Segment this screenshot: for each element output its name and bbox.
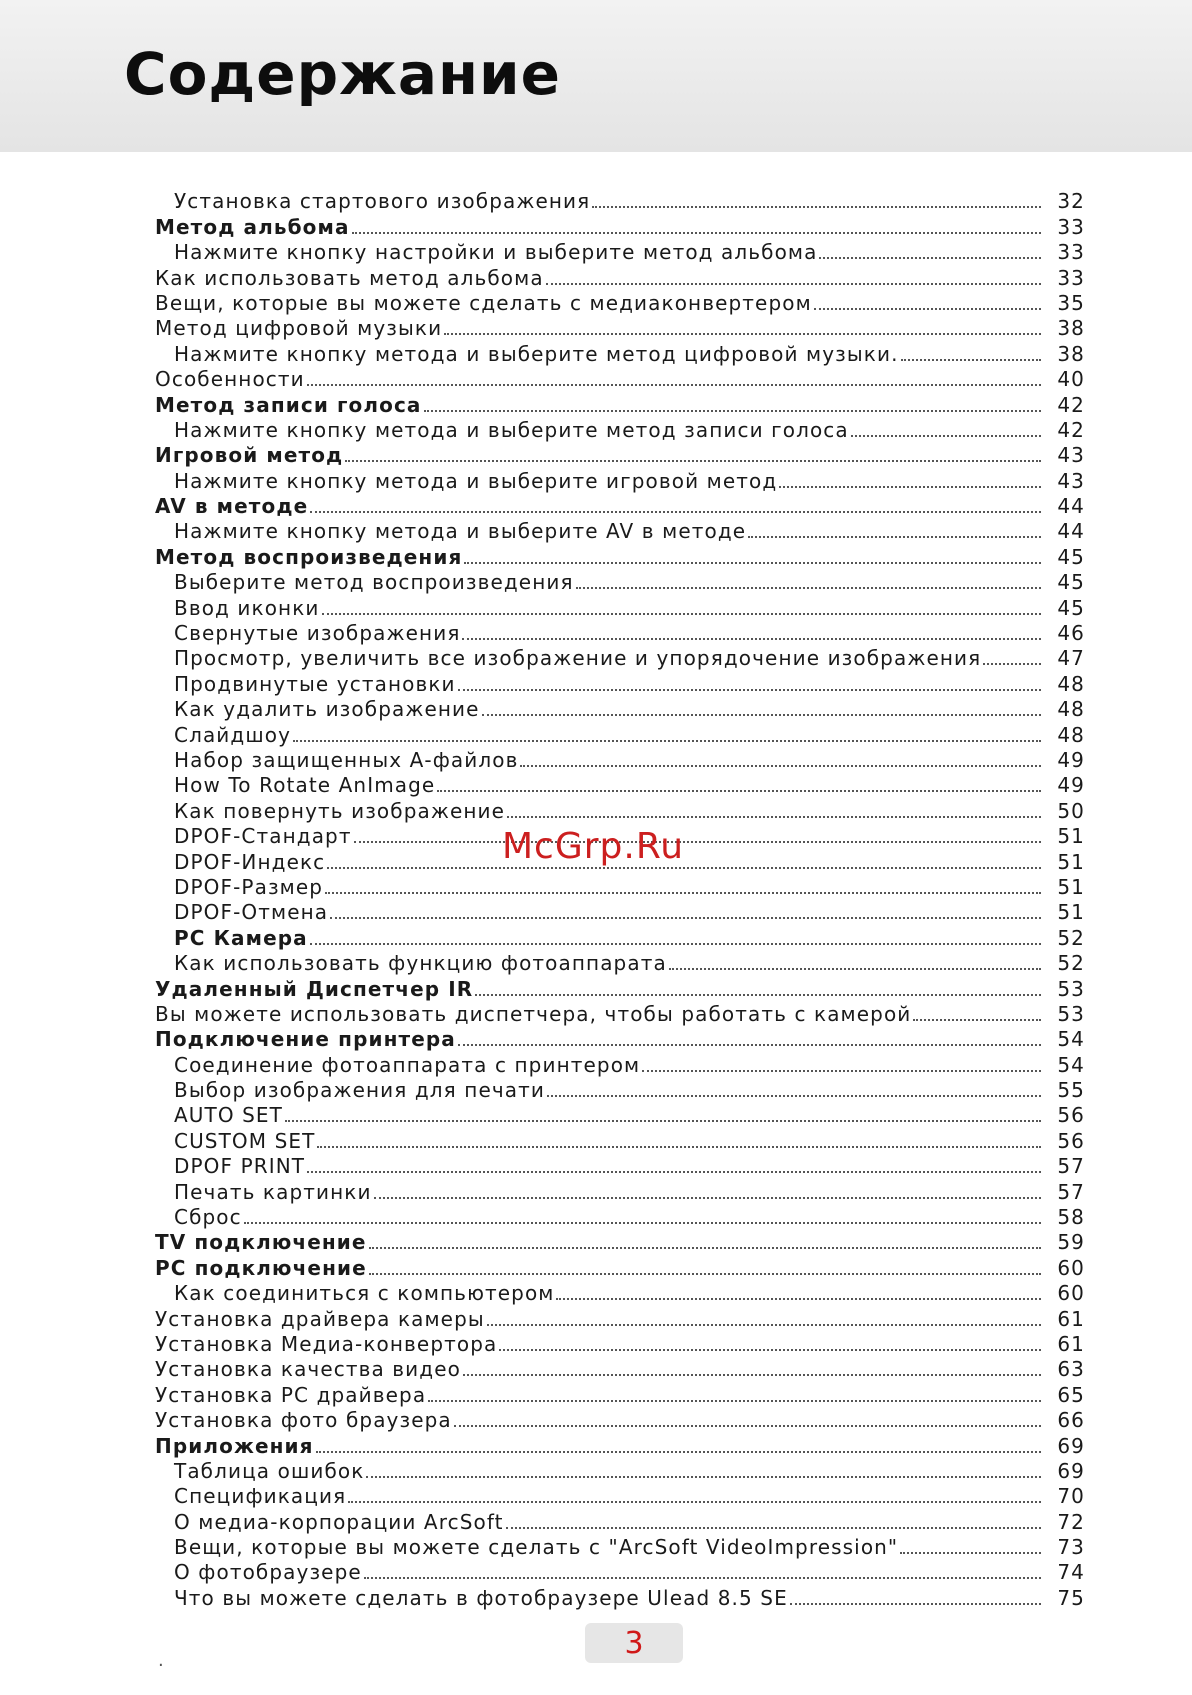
toc-entry-page: 45 [1057, 595, 1085, 620]
toc-entry-page: 72 [1057, 1509, 1085, 1534]
toc-entry[interactable] [155, 188, 1085, 213]
toc-entry-title: Метод альбома [155, 214, 350, 239]
dot-leader [475, 994, 1041, 996]
toc-entry-title: Набор защищенных А-файлов [174, 747, 519, 772]
toc-entry-page: 58 [1057, 1205, 1085, 1230]
toc-entry-title: Как использовать метод альбома [155, 265, 544, 290]
dot-leader [900, 1552, 1041, 1554]
dot-leader [345, 460, 1041, 462]
toc-entry[interactable] [155, 1534, 1085, 1559]
toc-entry-page: 63 [1057, 1357, 1085, 1382]
toc-entry-title: TV подключение [155, 1230, 367, 1255]
toc-entry-page: 44 [1057, 519, 1085, 544]
toc-entry-page: 52 [1057, 925, 1085, 950]
dot-leader [364, 1577, 1041, 1579]
dot-leader [546, 283, 1041, 285]
toc-entry-page: 65 [1057, 1382, 1085, 1407]
dot-leader [576, 587, 1041, 589]
toc-entry-page: 57 [1057, 1179, 1085, 1204]
toc-entry-page: 45 [1057, 570, 1085, 595]
toc-entry-title: DPOF-Индекс [174, 849, 326, 874]
toc-entry[interactable] [155, 543, 1085, 568]
toc-entry-page: 33 [1057, 265, 1085, 290]
toc-entry-page: 52 [1057, 951, 1085, 976]
toc-entry[interactable] [155, 1356, 1085, 1381]
toc-entry-page: 46 [1057, 621, 1085, 646]
toc-entry-title: О медиа-корпорации ArcSoft [174, 1509, 504, 1534]
toc-entry[interactable] [155, 340, 1085, 365]
toc-entry[interactable] [155, 1178, 1085, 1203]
toc-entry-title: Как удалить изображение [174, 697, 480, 722]
toc-entry-page: 70 [1057, 1484, 1085, 1509]
toc-entry[interactable] [155, 442, 1085, 467]
dot-leader [482, 714, 1041, 716]
toc-entry-page: 66 [1057, 1408, 1085, 1433]
toc-entry-title: Нажмите кнопку метода и выберите AV в методе [174, 519, 747, 544]
toc-entry-title: Удаленный Диспетчер IR [155, 976, 474, 1001]
toc-entry-page: 55 [1057, 1078, 1085, 1103]
toc-entry-title: Как использовать функцию фотоаппарата [174, 951, 667, 976]
toc-entry-title: Нажмите кнопку метода и выберите метод записи голоса [174, 417, 849, 442]
toc-entry-page: 32 [1057, 189, 1085, 214]
dot-leader [669, 968, 1041, 970]
dot-leader [437, 790, 1041, 792]
dot-leader [352, 232, 1041, 234]
dot-leader [348, 1501, 1041, 1503]
toc-entry[interactable] [155, 264, 1085, 289]
toc-entry[interactable] [155, 899, 1085, 924]
toc-entry[interactable] [155, 772, 1085, 797]
toc-entry-title: Что вы можете сделать в фотобраузере Ulead 8.5 SE [174, 1585, 788, 1610]
dot-leader [463, 1374, 1041, 1376]
toc-entry-page: 38 [1057, 341, 1085, 366]
dot-leader [520, 765, 1041, 767]
toc-entry-title: Вещи, которые вы можете сделать с "ArcSoft VideoImpression" [174, 1535, 899, 1560]
toc-entry-page: 45 [1057, 544, 1085, 569]
toc-entry-page: 48 [1057, 697, 1085, 722]
toc-entry-page: 38 [1057, 316, 1085, 341]
toc-entry-title: Выберите метод воспроизведения [174, 570, 574, 595]
toc-entry-page: 49 [1057, 747, 1085, 772]
toc-entry[interactable] [155, 1001, 1085, 1026]
dot-leader [462, 638, 1041, 640]
toc-entry-title: Игровой метод [155, 443, 344, 468]
toc-entry[interactable] [155, 213, 1085, 238]
dot-leader [913, 1019, 1041, 1021]
dot-leader [244, 1222, 1041, 1224]
toc-entry[interactable] [155, 1508, 1085, 1533]
toc-entry[interactable] [155, 950, 1085, 975]
toc-entry-page: 61 [1057, 1331, 1085, 1356]
toc-entry-title: Установка Медиа-конвертора [155, 1331, 498, 1356]
toc-entry-page: 56 [1057, 1128, 1085, 1153]
toc-entry[interactable] [155, 569, 1085, 594]
toc-entry[interactable] [155, 391, 1085, 416]
dot-leader [819, 257, 1041, 259]
toc-entry-page: 69 [1057, 1458, 1085, 1483]
toc-entry[interactable] [155, 417, 1085, 442]
toc-entry[interactable] [155, 1077, 1085, 1102]
toc-entry-title: Выбор изображения для печати [174, 1078, 545, 1103]
dot-leader [592, 206, 1041, 208]
toc-entry-title: Как соединиться с компьютером [174, 1281, 555, 1306]
toc-entry-title: Нажмите кнопку метода и выберите метод цифровой музыки. [174, 341, 899, 366]
toc-entry-page: 54 [1057, 1052, 1085, 1077]
toc-entry-title: Вещи, которые вы можете сделать с медиаконвертером [155, 290, 812, 315]
toc-entry[interactable] [155, 1305, 1085, 1330]
dot-leader [316, 1451, 1041, 1453]
toc-entry-title: Вы можете использовать диспетчера, чтобы работать с камерой [155, 1001, 912, 1026]
toc-entry[interactable] [155, 1026, 1085, 1051]
toc-entry[interactable] [155, 670, 1085, 695]
dot-leader [487, 1324, 1041, 1326]
toc-entry-title: Печать картинки [174, 1179, 372, 1204]
toc-entry-page: 47 [1057, 646, 1085, 671]
toc-entry[interactable] [155, 721, 1085, 746]
page-title: Содержание [124, 40, 562, 108]
toc-entry-page: 42 [1057, 392, 1085, 417]
dot-leader [354, 841, 1041, 843]
toc-entry-page: 53 [1057, 1001, 1085, 1026]
toc-entry-title: DPOF-Отмена [174, 900, 329, 925]
dot-leader [325, 892, 1041, 894]
toc-entry-title: Спецификация [174, 1484, 347, 1509]
toc-entry-page: 69 [1057, 1433, 1085, 1458]
watermark: McGrp.Ru [502, 826, 685, 867]
toc-entry-title: Сброс [174, 1205, 242, 1230]
table-of-contents [155, 188, 1085, 1610]
dot-leader [330, 917, 1041, 919]
toc-entry-page: 44 [1057, 494, 1085, 519]
toc-entry-title: AV в методе [155, 494, 309, 519]
toc-entry-title: Слайдшоу [174, 722, 292, 747]
toc-entry[interactable] [155, 975, 1085, 1000]
toc-entry-title: How To Rotate AnImage [174, 773, 436, 798]
toc-entry-page: 33 [1057, 240, 1085, 265]
toc-entry[interactable] [155, 1331, 1085, 1356]
toc-entry[interactable] [155, 493, 1085, 518]
toc-entry-page: 74 [1057, 1560, 1085, 1585]
dot-leader [327, 867, 1041, 869]
toc-entry-title: Таблица ошибок [174, 1458, 365, 1483]
toc-entry[interactable] [155, 1127, 1085, 1152]
toc-entry-title: Установка фото браузера [155, 1408, 452, 1433]
toc-entry-title: Установка драйвера камеры [155, 1306, 485, 1331]
page-number-badge [585, 1623, 683, 1663]
toc-entry[interactable] [155, 1229, 1085, 1254]
dot-leader [464, 562, 1041, 564]
toc-entry-title: Установка качества видео [155, 1357, 461, 1382]
dot-leader [310, 511, 1041, 513]
dot-leader [458, 689, 1041, 691]
dot-leader [454, 1425, 1041, 1427]
toc-entry-title: Нажмите кнопку метода и выберите игровой метод [174, 468, 778, 493]
toc-entry-page: 54 [1057, 1027, 1085, 1052]
dot-leader [317, 1146, 1041, 1148]
toc-entry-title: AUTO SET [174, 1103, 283, 1128]
dot-leader [851, 435, 1041, 437]
toc-entry-title: PC Камера [174, 925, 308, 950]
toc-entry-page: 60 [1057, 1255, 1085, 1280]
dot-leader [506, 1527, 1041, 1529]
toc-entry-page: 43 [1057, 443, 1085, 468]
toc-entry-page: 42 [1057, 417, 1085, 442]
toc-entry-title: Подключение принтера [155, 1027, 456, 1052]
toc-entry-page: 51 [1057, 874, 1085, 899]
toc-entry[interactable] [155, 1153, 1085, 1178]
dot-leader [983, 663, 1041, 665]
toc-entry-page: 48 [1057, 722, 1085, 747]
toc-entry-page: 51 [1057, 824, 1085, 849]
toc-entry[interactable] [155, 797, 1085, 822]
dot-leader [369, 1273, 1041, 1275]
dot-leader [369, 1247, 1041, 1249]
toc-entry-page: 49 [1057, 773, 1085, 798]
toc-entry-title: Как повернуть изображение [174, 798, 506, 823]
toc-entry-title: Свернутые изображения [174, 621, 461, 646]
dot-leader [507, 816, 1041, 818]
toc-entry-title: CUSTOM SET [174, 1128, 316, 1153]
toc-entry-title: Приложения [155, 1433, 314, 1458]
toc-entry-title: DPOF-Размер [174, 874, 324, 899]
toc-entry-title: Метод записи голоса [155, 392, 422, 417]
toc-entry-page: 43 [1057, 468, 1085, 493]
toc-entry-title: Просмотр, увеличить все изображение и упорядочение изображения [174, 646, 982, 671]
toc-entry-title: Установка стартового изображения [174, 189, 591, 214]
toc-entry[interactable] [155, 1407, 1085, 1432]
dot-leader [547, 1095, 1041, 1097]
toc-entry[interactable] [155, 467, 1085, 492]
dot-leader [642, 1070, 1041, 1072]
dot-leader [428, 1400, 1041, 1402]
toc-entry-page: 75 [1057, 1585, 1085, 1610]
toc-entry[interactable] [155, 645, 1085, 670]
toc-entry[interactable] [155, 924, 1085, 949]
dot-leader [366, 1476, 1041, 1478]
toc-entry-title: Метод цифровой музыки [155, 316, 443, 341]
toc-entry-page: 40 [1057, 367, 1085, 392]
toc-entry-page: 35 [1057, 290, 1085, 315]
dot-leader [424, 410, 1041, 412]
dot-leader [790, 1603, 1041, 1605]
toc-entry[interactable] [155, 366, 1085, 391]
dot-leader [322, 613, 1042, 615]
toc-entry-title: DPOF-Стандарт [174, 824, 352, 849]
toc-entry-page: 59 [1057, 1230, 1085, 1255]
toc-entry-page: 56 [1057, 1103, 1085, 1128]
toc-entry[interactable] [155, 1280, 1085, 1305]
dot-leader [779, 486, 1041, 488]
toc-entry-title: Установка PC драйвера [155, 1382, 427, 1407]
dot-leader [901, 359, 1041, 361]
toc-entry[interactable] [155, 594, 1085, 619]
toc-entry[interactable] [155, 1381, 1085, 1406]
toc-entry-page: 73 [1057, 1535, 1085, 1560]
toc-entry-page: 60 [1057, 1281, 1085, 1306]
toc-entry[interactable] [155, 1051, 1085, 1076]
dot-leader [556, 1298, 1041, 1300]
toc-entry[interactable] [155, 874, 1085, 899]
dot-leader [499, 1349, 1041, 1351]
toc-entry[interactable] [155, 620, 1085, 645]
dot-leader [374, 1197, 1041, 1199]
header-band [0, 0, 1192, 152]
toc-entry-title: Ввод иконки [174, 595, 320, 620]
toc-entry-title: Метод воспроизведения [155, 544, 463, 569]
toc-entry[interactable] [155, 1254, 1085, 1279]
toc-entry-page: 51 [1057, 849, 1085, 874]
dot-leader [293, 740, 1041, 742]
toc-entry[interactable] [155, 1483, 1085, 1508]
toc-entry[interactable] [155, 1458, 1085, 1483]
toc-entry-title: О фотобраузере [174, 1560, 362, 1585]
toc-entry-title: Нажмите кнопку настройки и выберите метод альбома [174, 240, 818, 265]
toc-entry[interactable] [155, 1432, 1085, 1457]
toc-entry-page: 33 [1057, 214, 1085, 239]
toc-entry-title: PC подключение [155, 1255, 367, 1280]
toc-entry-title: Соединение фотоаппарата с принтером [174, 1052, 641, 1077]
toc-entry[interactable] [155, 747, 1085, 772]
dot-leader [748, 536, 1041, 538]
toc-entry[interactable] [155, 696, 1085, 721]
toc-entry-page: 48 [1057, 671, 1085, 696]
dot-leader [307, 1171, 1041, 1173]
toc-entry[interactable] [155, 518, 1085, 543]
toc-entry-title: Особенности [155, 367, 305, 392]
toc-entry[interactable] [155, 1204, 1085, 1229]
dot-leader [285, 1120, 1041, 1122]
toc-entry-page: 53 [1057, 976, 1085, 1001]
toc-entry[interactable] [155, 290, 1085, 315]
toc-entry[interactable] [155, 1102, 1085, 1127]
toc-entry-page: 61 [1057, 1306, 1085, 1331]
toc-entry[interactable] [155, 1559, 1085, 1584]
dot-leader [444, 333, 1041, 335]
page-number: 3 [624, 1625, 644, 1661]
dot-leader [458, 1044, 1041, 1046]
toc-entry-page: 51 [1057, 900, 1085, 925]
dot-leader [307, 384, 1041, 386]
toc-entry[interactable] [155, 1584, 1085, 1609]
footer-mark: . [158, 1650, 164, 1671]
toc-entry[interactable] [155, 239, 1085, 264]
toc-entry-title: DPOF PRINT [174, 1154, 306, 1179]
toc-entry-title: Продвинутые установки [174, 671, 456, 696]
toc-entry-page: 50 [1057, 798, 1085, 823]
toc-entry-page: 57 [1057, 1154, 1085, 1179]
dot-leader [310, 943, 1041, 945]
toc-entry[interactable] [155, 315, 1085, 340]
dot-leader [814, 308, 1041, 310]
